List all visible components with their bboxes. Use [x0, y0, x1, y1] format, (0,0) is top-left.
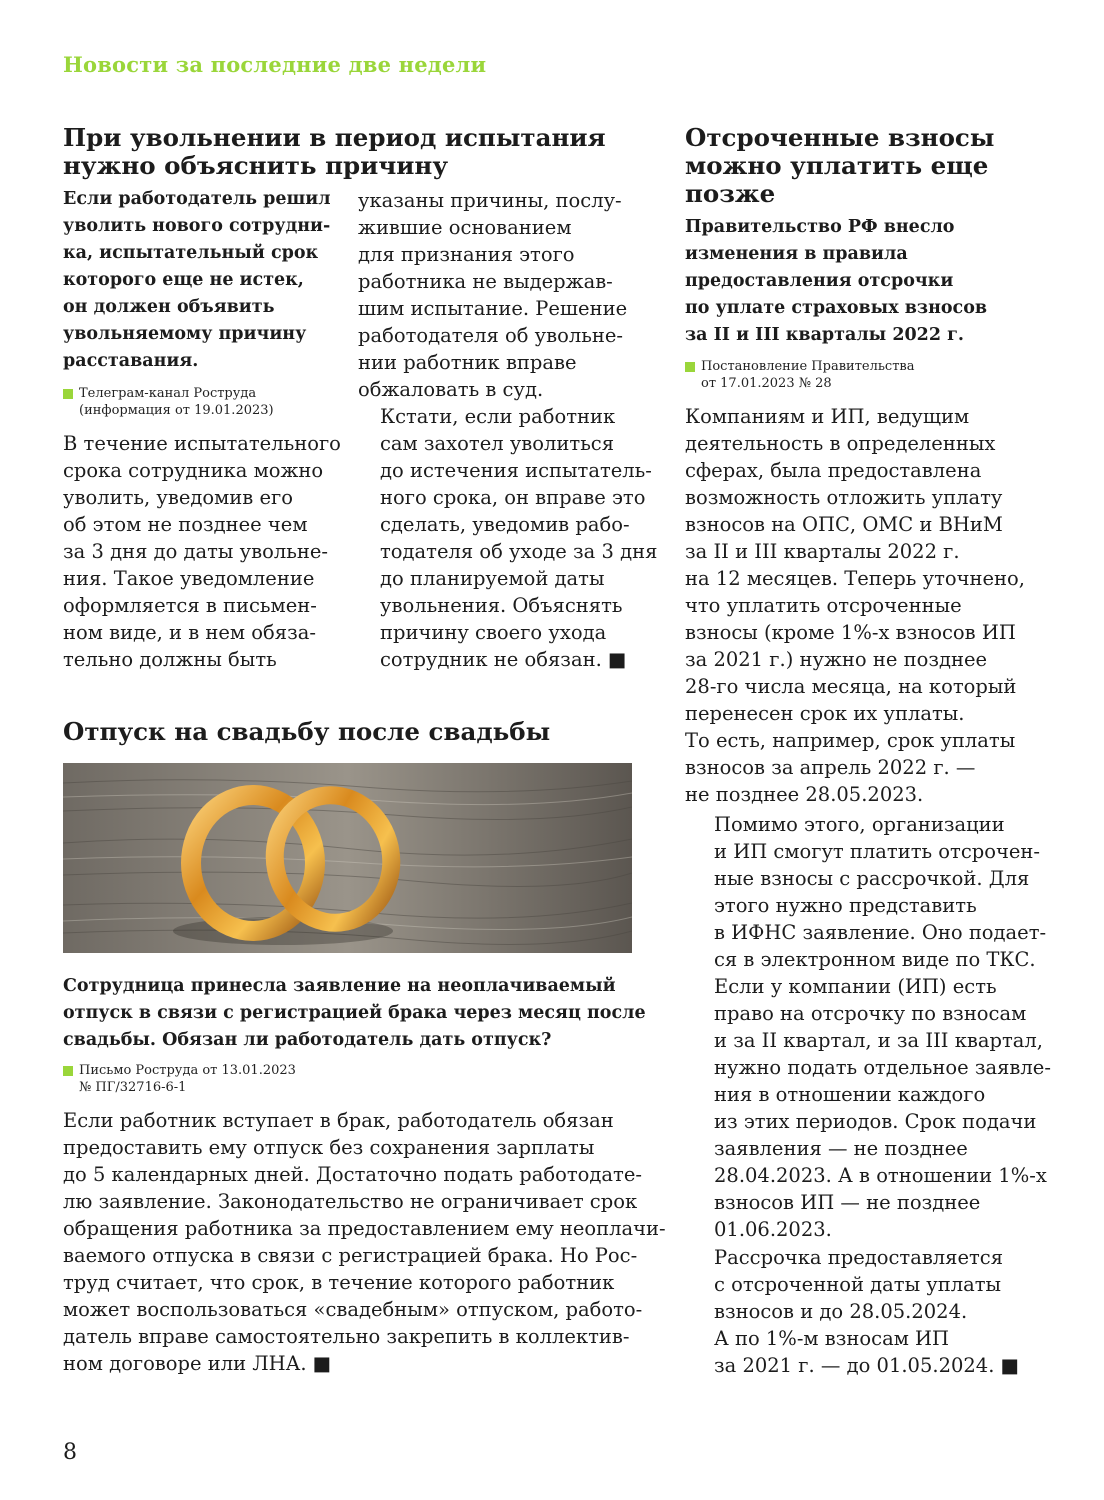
article2-source: [63, 1062, 296, 1096]
text-line: отпуск в связи с регистрацией брака через месяц после: [63, 1003, 646, 1023]
text-line: которого еще не истек,: [63, 270, 304, 290]
text-line: ном виде, и в нем обяза-: [63, 621, 316, 644]
article1-lead: [63, 186, 331, 375]
article3-p1: [685, 403, 1025, 808]
text-line: тельно должны быть: [63, 648, 277, 671]
text-line: и за II квартал, и за III квартал,: [714, 1029, 1043, 1052]
text-line: за 3 дня до даты увольне-: [63, 540, 328, 563]
article2-lead: [63, 973, 646, 1054]
text-line: № ПГ/32716-6-1: [79, 1080, 187, 1095]
text-line: ка, испытательный срок: [63, 243, 319, 263]
source-square-icon: [685, 362, 695, 372]
text-line: из этих периодов. Срок подачи: [714, 1110, 1037, 1133]
text-line: ния. Такое уведомление: [63, 567, 315, 590]
article1-col2-p1: [358, 187, 627, 403]
text-line: уволить, уведомив его: [63, 486, 293, 509]
text-line: обжаловать в суд.: [358, 378, 544, 401]
article3-title: [685, 124, 1065, 208]
text-line: ные взносы с рассрочкой. Для: [714, 867, 1030, 890]
text-line: изменения в правила: [685, 244, 908, 264]
text-line: Письмо Роструда от 13.01.2023: [79, 1063, 296, 1078]
text-line: за II и III кварталы 2022 г.: [685, 540, 960, 563]
text-line: взносы (кроме 1%-х взносов ИП: [685, 621, 1016, 644]
text-line: сферах, была предоставлена: [685, 459, 982, 482]
text-line: перенесен срок их уплаты.: [685, 702, 965, 725]
article3-source: [685, 358, 914, 392]
text-line: увольняемому причину: [63, 324, 307, 344]
article1-col2-p2: [358, 403, 657, 673]
text-line: Кстати, если работник: [380, 405, 616, 428]
text-line: Если работник вступает в брак, работодатель обязан: [63, 1109, 614, 1132]
text-line: шим испытание. Решение: [358, 297, 628, 320]
text-line: оформляется в письмен-: [63, 594, 317, 617]
text-line: нии работник вправе: [358, 351, 577, 374]
text-line: причину своего ухода: [380, 621, 607, 644]
text-line: сам захотел уволиться: [380, 432, 615, 455]
text-line: с отсроченной даты уплаты: [714, 1273, 1002, 1296]
article2-title: Отпуск на свадьбу после свадьбы: [63, 717, 551, 746]
text-line: на 12 месяцев. Теперь уточнено,: [685, 567, 1025, 590]
text-line: сотрудник не обязан. ■: [380, 648, 627, 671]
text-line: Если работодатель решил: [63, 189, 331, 209]
text-line: срока сотрудника можно: [63, 459, 324, 482]
text-line: деятельность в определенных: [685, 432, 996, 455]
text-line: уволить нового сотрудни-: [63, 216, 331, 236]
text-line: ся в электронном виде по ТКС.: [714, 948, 1036, 971]
text-line: сделать, уведомив рабо-: [380, 513, 630, 536]
source-square-icon: [63, 1066, 73, 1076]
text-line: в ИФНС заявление. Оно подает-: [714, 921, 1047, 944]
article1-title: [63, 124, 623, 180]
text-line: обращения работника за предоставлением ему неоплачи-: [63, 1217, 666, 1240]
text-line: взносов за апрель 2022 г. —: [685, 756, 976, 779]
text-line: ном договоре или ЛНА. ■: [63, 1352, 332, 1375]
text-line: этого нужно представить: [714, 894, 977, 917]
article3-lead: [685, 214, 987, 349]
text-line: за 2021 г. — до 01.05.2024. ■: [714, 1354, 1020, 1377]
text-line: ваемого отпуска в связи с регистрацией брака. Но Рос-: [63, 1244, 638, 1267]
text-line: ния в отношении каждого: [714, 1083, 986, 1106]
text-line: он должен объявить: [63, 297, 275, 317]
text-line: до планируемой даты: [380, 567, 605, 590]
text-line: 28-го числа месяца, на который: [685, 675, 1017, 698]
text-line: Телеграм-канал Роструда: [79, 386, 257, 401]
text-line: что уплатить отсроченные: [685, 594, 962, 617]
text-line: указаны причины, послу-: [358, 189, 622, 212]
text-line: работника не выдержав-: [358, 270, 613, 293]
text-line: Отсроченные взносы: [685, 123, 995, 152]
article2-body: [63, 1107, 666, 1377]
text-line: свадьбы. Обязан ли работодатель дать отпуск?: [63, 1030, 552, 1050]
text-line: предоставления отсрочки: [685, 271, 954, 291]
text-line: Сотрудница принесла заявление на неоплачиваемый: [63, 976, 616, 996]
text-line: 28.04.2023. А в отношении 1%-х: [714, 1164, 1047, 1187]
text-line: В течение испытательного: [63, 432, 341, 455]
text-line: Помимо этого, организации: [714, 813, 1005, 836]
text-line: расставания.: [63, 351, 199, 371]
text-line: 01.06.2023.: [714, 1218, 832, 1241]
text-line: взносов ИП — не позднее: [714, 1191, 981, 1214]
section-label: Новости за последние две недели: [63, 52, 487, 77]
text-line: А по 1%-м взносам ИП: [714, 1327, 950, 1350]
text-line: до 5 календарных дней. Достаточно подать работодате-: [63, 1163, 642, 1186]
text-line: заявления — не позднее: [714, 1137, 968, 1160]
text-line: об этом не позднее чем: [63, 513, 308, 536]
article3-p3: [685, 1244, 1019, 1379]
text-line: для признания этого: [358, 243, 575, 266]
text-line: позже: [685, 179, 776, 208]
article1-source: [63, 385, 274, 419]
text-line: и ИП смогут платить отсрочен-: [714, 840, 1040, 863]
source-square-icon: [63, 389, 73, 399]
text-line: жившие основанием: [358, 216, 572, 239]
text-line: труд считает, что срок, в течение которого работник: [63, 1271, 615, 1294]
text-line: тодателя об уходе за 3 дня: [380, 540, 658, 563]
text-line: лю заявление. Законодательство не ограничивает срок: [63, 1190, 638, 1213]
text-line: может воспользоваться «свадебным» отпуском, работо-: [63, 1298, 643, 1321]
text-line: взносов и до 28.05.2024.: [714, 1300, 968, 1323]
text-line: ного срока, он вправе это: [380, 486, 646, 509]
article3-p2: [685, 811, 1051, 1243]
text-line: работодателя об увольне-: [358, 324, 623, 347]
text-line: Если у компании (ИП) есть: [714, 975, 997, 998]
text-line: При увольнении в период испытания: [63, 123, 606, 152]
text-line: предоставить ему отпуск без сохранения зарплаты: [63, 1136, 595, 1159]
text-line: до истечения испытатель-: [380, 459, 652, 482]
text-line: можно уплатить еще: [685, 151, 989, 180]
text-line: Правительство РФ внесло: [685, 217, 955, 237]
text-line: (информация от 19.01.2023): [79, 403, 274, 418]
text-line: не позднее 28.05.2023.: [685, 783, 924, 806]
text-line: датель вправе самостоятельно закрепить в коллектив-: [63, 1325, 630, 1348]
text-line: увольнения. Объяснять: [380, 594, 623, 617]
text-line: за II и III кварталы 2022 г.: [685, 325, 964, 345]
article1-col1: [63, 430, 341, 673]
text-line: за 2021 г.) нужно не позднее: [685, 648, 988, 671]
text-line: нужно объяснить причину: [63, 151, 449, 180]
text-line: от 17.01.2023 № 28: [701, 376, 832, 391]
text-line: То есть, например, срок уплаты: [685, 729, 1016, 752]
text-line: Рассрочка предоставляется: [714, 1246, 1004, 1269]
text-line: право на отсрочку по взносам: [714, 1002, 1027, 1025]
text-line: Компаниям и ИП, ведущим: [685, 405, 970, 428]
text-line: Постановление Правительства: [701, 359, 915, 374]
wedding-rings-photo: [63, 763, 632, 953]
text-line: возможность отложить уплату: [685, 486, 1003, 509]
page-number: 8: [63, 1440, 77, 1465]
text-line: по уплате страховых взносов: [685, 298, 988, 318]
text-line: взносов на ОПС, ОМС и ВНиМ: [685, 513, 1003, 536]
text-line: нужно подать отдельное заявле-: [714, 1056, 1051, 1079]
